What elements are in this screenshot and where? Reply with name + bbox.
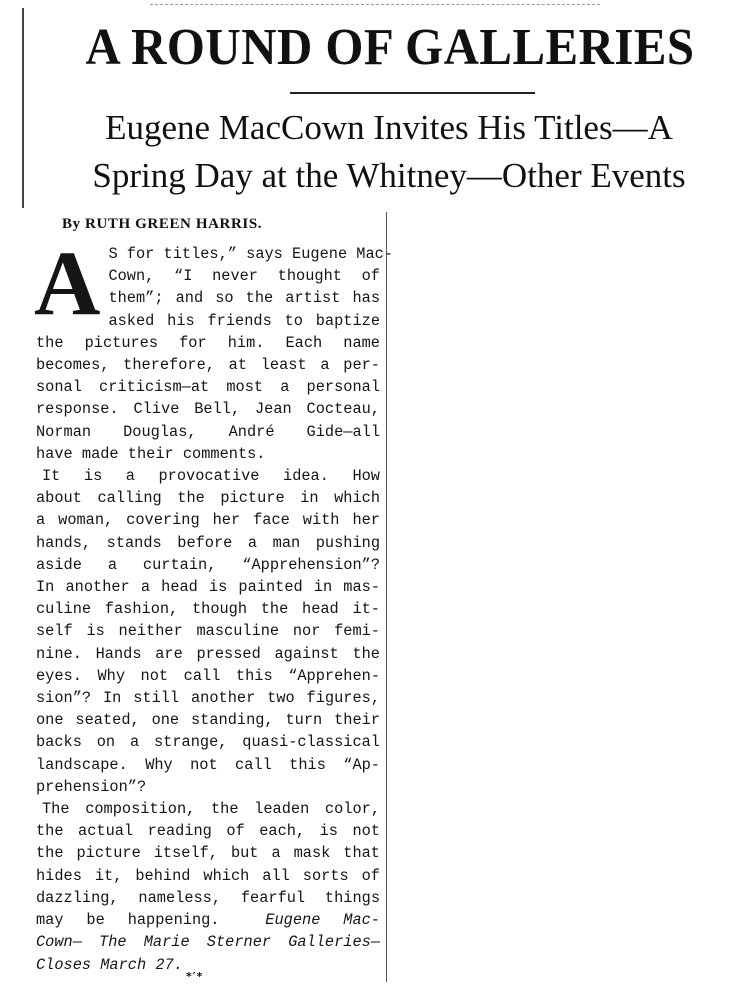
text-line-with-credit bbox=[36, 909, 380, 931]
text-line: the actual reading of each, is not bbox=[36, 822, 380, 841]
gallery-credit-line: Closes March 27. bbox=[36, 955, 183, 974]
text-line: have made their comments. bbox=[36, 444, 266, 463]
headline: A ROUND OF GALLERIES bbox=[85, 19, 695, 76]
text-line: self is neither masculine nor femi- bbox=[36, 622, 380, 641]
headline-divider-rule bbox=[290, 92, 535, 94]
section-separator: *′* bbox=[186, 970, 204, 983]
text-line: hides it, behind which all sorts of bbox=[36, 866, 380, 885]
text-line: prehension”? bbox=[36, 777, 147, 796]
left-column-rule bbox=[22, 8, 24, 208]
top-dashed-rule bbox=[150, 4, 600, 5]
text-line: sion”? In still another two figures, bbox=[36, 689, 380, 708]
gallery-credit-line: Cown— The Marie Sterner Galleries— bbox=[36, 933, 380, 952]
paragraph-1 bbox=[34, 232, 394, 465]
text-line: response. Clive Bell, Jean Cocteau, bbox=[36, 400, 380, 419]
text-line: Cown, “I never thought of bbox=[108, 267, 380, 286]
text-line: S for titles,” says Eugene Mac- bbox=[108, 245, 394, 263]
text-line: becomes, therefore, at least a per- bbox=[36, 356, 380, 375]
article-body bbox=[34, 232, 394, 976]
text-line: dazzling, nameless, fearful things bbox=[36, 888, 380, 907]
text-line: the pictures for him. Each name bbox=[36, 333, 380, 352]
text-line: culine fashion, though the head it- bbox=[36, 600, 380, 619]
drop-cap: A bbox=[34, 232, 101, 334]
text-line: hands, stands before a man pushing bbox=[36, 533, 380, 552]
text-line: backs on a strange, quasi-classical bbox=[36, 733, 380, 752]
text-line: In another a head is painted in mas- bbox=[36, 578, 380, 597]
text-line: landscape. Why not call this “Ap- bbox=[36, 755, 380, 774]
subheadline bbox=[28, 104, 750, 200]
right-column-rule bbox=[386, 212, 387, 982]
subheadline-line-1: Eugene MacCown Invites His Titles—A bbox=[105, 108, 673, 147]
byline: By RUTH GREEN HARRIS. bbox=[62, 216, 263, 232]
gallery-credit: Eugene Mac- bbox=[265, 911, 380, 930]
text-line: It is a provocative idea. How bbox=[42, 467, 380, 486]
text-line: The composition, the leaden color, bbox=[42, 800, 380, 819]
text-line: one seated, one standing, turn their bbox=[36, 711, 380, 730]
paragraph-3 bbox=[36, 798, 380, 976]
text-fragment: may be happening. bbox=[36, 911, 220, 930]
text-line: a woman, covering her face with her bbox=[36, 511, 380, 530]
text-line: about calling the picture in which bbox=[36, 489, 380, 508]
text-line: them”; and so the artist has bbox=[108, 289, 380, 308]
text-line: Norman Douglas, André Gide—all bbox=[36, 422, 380, 441]
text-line: eyes. Why not call this “Apprehen- bbox=[36, 666, 380, 685]
text-line: nine. Hands are pressed against the bbox=[36, 644, 380, 663]
paragraph-2 bbox=[36, 465, 380, 798]
text-line: aside a curtain, “Apprehension”? bbox=[36, 555, 380, 574]
subheadline-line-2: Spring Day at the Whitney—Other Events bbox=[92, 156, 686, 195]
text-line: asked his friends to baptize bbox=[108, 311, 380, 330]
text-line: the picture itself, but a mask that bbox=[36, 844, 380, 863]
text-line: sonal criticism—at most a personal bbox=[36, 378, 380, 397]
